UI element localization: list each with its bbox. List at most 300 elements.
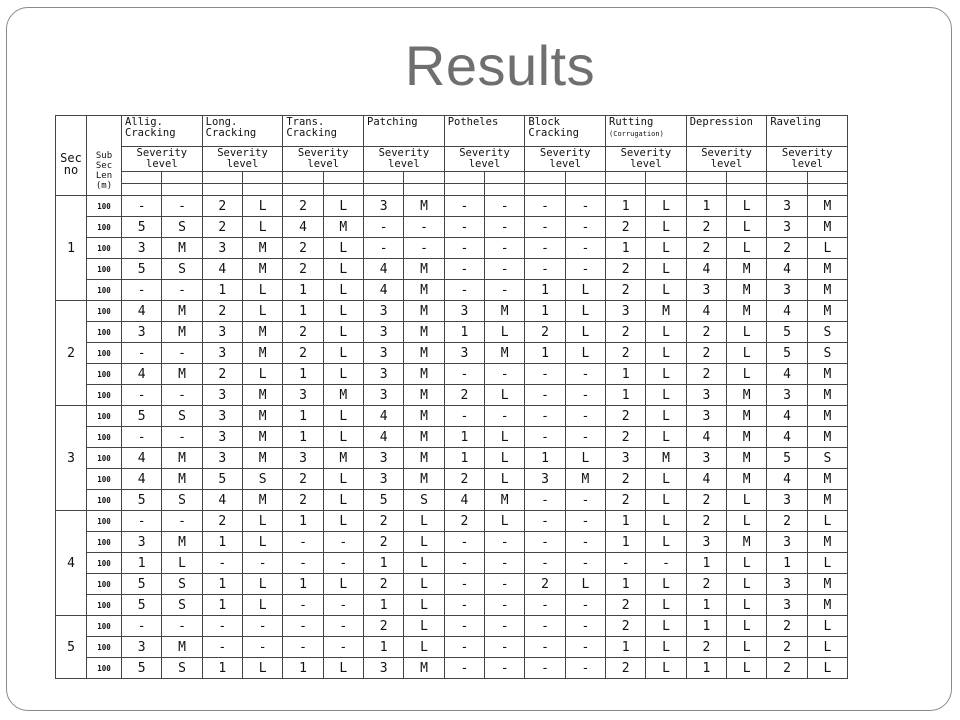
table-cell: 1 bbox=[122, 553, 162, 574]
table-cell: 2 bbox=[686, 637, 726, 658]
table-row bbox=[56, 280, 848, 301]
table-row bbox=[56, 658, 848, 679]
blank-cell bbox=[485, 172, 525, 184]
table-cell: L bbox=[243, 217, 283, 238]
subsection-length: 100 bbox=[87, 385, 122, 406]
table-cell: - bbox=[162, 196, 202, 217]
table-cell: 3 bbox=[364, 196, 404, 217]
table-cell: L bbox=[323, 238, 363, 259]
table-cell: L bbox=[807, 637, 847, 658]
table-cell: L bbox=[243, 532, 283, 553]
table-cell: 4 bbox=[364, 406, 404, 427]
blank-cell bbox=[646, 184, 686, 196]
table-cell: 1 bbox=[283, 574, 323, 595]
table-cell: L bbox=[727, 574, 767, 595]
table-cell: L bbox=[323, 469, 363, 490]
table-cell: - bbox=[565, 259, 605, 280]
table-cell: 1 bbox=[283, 280, 323, 301]
subsection-length: 100 bbox=[87, 448, 122, 469]
distress-name: Long. Cracking bbox=[205, 116, 257, 139]
table-cell: M bbox=[727, 532, 767, 553]
table-cell: 2 bbox=[686, 322, 726, 343]
table-cell: - bbox=[565, 490, 605, 511]
table-cell: - bbox=[283, 553, 323, 574]
blank-cell bbox=[404, 184, 444, 196]
severity-level-header: Severity level bbox=[767, 147, 848, 172]
table-cell: 3 bbox=[122, 532, 162, 553]
table-cell: L bbox=[243, 574, 283, 595]
blank-cell bbox=[606, 184, 646, 196]
table-row bbox=[56, 238, 848, 259]
table-cell: M bbox=[243, 343, 283, 364]
table-cell: M bbox=[323, 448, 363, 469]
table-cell: - bbox=[283, 616, 323, 637]
table-cell: M bbox=[162, 301, 202, 322]
table-cell: L bbox=[323, 301, 363, 322]
table-cell: 4 bbox=[364, 280, 404, 301]
table-cell: M bbox=[807, 364, 847, 385]
table-cell: L bbox=[565, 343, 605, 364]
header-row-blank bbox=[56, 184, 848, 196]
table-cell: M bbox=[807, 574, 847, 595]
table-cell: M bbox=[807, 301, 847, 322]
table-cell: M bbox=[162, 322, 202, 343]
table-cell: L bbox=[404, 511, 444, 532]
table-cell: - bbox=[485, 574, 525, 595]
blank-cell bbox=[122, 172, 162, 184]
table-cell: M bbox=[565, 469, 605, 490]
table-cell: - bbox=[525, 406, 565, 427]
table-cell: - bbox=[485, 280, 525, 301]
table-cell: - bbox=[485, 217, 525, 238]
table-cell: L bbox=[485, 448, 525, 469]
table-row bbox=[56, 595, 848, 616]
table-cell: 1 bbox=[202, 280, 242, 301]
table-cell: 3 bbox=[122, 637, 162, 658]
table-cell: - bbox=[525, 490, 565, 511]
table-cell: L bbox=[646, 490, 686, 511]
blank-cell bbox=[243, 172, 283, 184]
table-cell: 4 bbox=[686, 259, 726, 280]
blank-cell bbox=[606, 172, 646, 184]
table-cell: L bbox=[646, 196, 686, 217]
table-cell: S bbox=[162, 658, 202, 679]
table-cell: M bbox=[243, 406, 283, 427]
distress-name: Patching bbox=[367, 116, 418, 128]
severity-level-header: Severity level bbox=[525, 147, 606, 172]
table-cell: L bbox=[646, 511, 686, 532]
table-cell: 2 bbox=[202, 364, 242, 385]
table-cell: L bbox=[565, 301, 605, 322]
header-sec-no: Sec no bbox=[56, 116, 87, 196]
table-cell: - bbox=[122, 511, 162, 532]
table-cell: 1 bbox=[364, 637, 404, 658]
table-cell: 2 bbox=[283, 322, 323, 343]
table-cell: 3 bbox=[767, 490, 807, 511]
distress-header bbox=[202, 116, 283, 147]
table-row bbox=[56, 301, 848, 322]
table-cell: 2 bbox=[525, 322, 565, 343]
table-cell: 3 bbox=[202, 385, 242, 406]
table-cell: 1 bbox=[202, 532, 242, 553]
table-cell: 1 bbox=[606, 637, 646, 658]
table-cell: 3 bbox=[444, 301, 484, 322]
table-cell: L bbox=[646, 322, 686, 343]
table-cell: L bbox=[727, 511, 767, 532]
blank-cell bbox=[323, 184, 363, 196]
table-cell: L bbox=[646, 427, 686, 448]
table-cell: L bbox=[727, 616, 767, 637]
table-cell: - bbox=[404, 217, 444, 238]
table-cell: M bbox=[727, 385, 767, 406]
blank-cell bbox=[404, 172, 444, 184]
blank-cell bbox=[243, 184, 283, 196]
subsection-length: 100 bbox=[87, 574, 122, 595]
blank-cell bbox=[727, 172, 767, 184]
table-cell: - bbox=[122, 280, 162, 301]
table-cell: - bbox=[323, 616, 363, 637]
table-cell: L bbox=[646, 595, 686, 616]
table-cell: S bbox=[243, 469, 283, 490]
blank-cell bbox=[565, 172, 605, 184]
table-cell: M bbox=[727, 301, 767, 322]
blank-cell bbox=[767, 172, 807, 184]
table-cell: - bbox=[525, 217, 565, 238]
table-cell: M bbox=[243, 385, 283, 406]
table-cell: L bbox=[404, 553, 444, 574]
table-cell: M bbox=[727, 448, 767, 469]
table-row bbox=[56, 217, 848, 238]
table-cell: - bbox=[525, 427, 565, 448]
table-cell: - bbox=[444, 406, 484, 427]
table-cell: 5 bbox=[122, 406, 162, 427]
severity-level-header: Severity level bbox=[283, 147, 364, 172]
table-cell: L bbox=[404, 532, 444, 553]
table-cell: 1 bbox=[202, 574, 242, 595]
table-cell: M bbox=[807, 259, 847, 280]
table-cell: - bbox=[525, 532, 565, 553]
table-cell: M bbox=[807, 406, 847, 427]
table-cell: L bbox=[727, 196, 767, 217]
table-cell: 4 bbox=[767, 406, 807, 427]
table-cell: M bbox=[727, 280, 767, 301]
table-cell: 5 bbox=[767, 322, 807, 343]
table-cell: 2 bbox=[686, 238, 726, 259]
table-cell: - bbox=[525, 637, 565, 658]
table-cell: 3 bbox=[767, 217, 807, 238]
table-cell: 3 bbox=[444, 343, 484, 364]
table-cell: S bbox=[162, 406, 202, 427]
table-row bbox=[56, 553, 848, 574]
blank-cell bbox=[444, 172, 484, 184]
table-cell: 2 bbox=[283, 343, 323, 364]
table-cell: S bbox=[807, 343, 847, 364]
table-row bbox=[56, 427, 848, 448]
table-cell: 2 bbox=[525, 574, 565, 595]
table-cell: - bbox=[162, 616, 202, 637]
table-cell: - bbox=[565, 616, 605, 637]
table-cell: L bbox=[807, 658, 847, 679]
table-cell: 2 bbox=[606, 406, 646, 427]
table-cell: - bbox=[525, 595, 565, 616]
subsection-length: 100 bbox=[87, 343, 122, 364]
subsection-length: 100 bbox=[87, 364, 122, 385]
table-cell: - bbox=[565, 217, 605, 238]
table-cell: 3 bbox=[767, 196, 807, 217]
table-cell: L bbox=[485, 322, 525, 343]
table-cell: 3 bbox=[202, 427, 242, 448]
table-cell: 1 bbox=[525, 280, 565, 301]
table-cell: 4 bbox=[767, 364, 807, 385]
table-cell: - bbox=[606, 553, 646, 574]
table-cell: 1 bbox=[606, 364, 646, 385]
table-cell: 2 bbox=[767, 511, 807, 532]
table-cell: M bbox=[646, 301, 686, 322]
table-cell: - bbox=[565, 364, 605, 385]
table-cell: - bbox=[485, 238, 525, 259]
table-row bbox=[56, 196, 848, 217]
table-cell: - bbox=[202, 616, 242, 637]
table-cell: 3 bbox=[686, 406, 726, 427]
header-subsec-len: Sub Sec Len (m) bbox=[87, 116, 122, 196]
table-cell: 3 bbox=[202, 448, 242, 469]
table-cell: - bbox=[162, 280, 202, 301]
table-cell: 1 bbox=[606, 238, 646, 259]
table-cell: 1 bbox=[283, 364, 323, 385]
distress-header bbox=[686, 116, 767, 147]
table-cell: M bbox=[404, 406, 444, 427]
blank-cell bbox=[364, 172, 404, 184]
table-cell: M bbox=[404, 196, 444, 217]
table-cell: L bbox=[646, 385, 686, 406]
table-cell: 1 bbox=[606, 385, 646, 406]
table-cell: - bbox=[323, 595, 363, 616]
subsection-length: 100 bbox=[87, 259, 122, 280]
table-cell: L bbox=[565, 322, 605, 343]
table-cell: 3 bbox=[283, 385, 323, 406]
table-cell: L bbox=[646, 259, 686, 280]
table-cell: 1 bbox=[686, 196, 726, 217]
table-cell: - bbox=[485, 616, 525, 637]
table-cell: 3 bbox=[767, 595, 807, 616]
severity-level-header: Severity level bbox=[122, 147, 203, 172]
subsection-length: 100 bbox=[87, 238, 122, 259]
table-cell: - bbox=[485, 532, 525, 553]
table-cell: 3 bbox=[606, 301, 646, 322]
table-cell: - bbox=[565, 238, 605, 259]
table-cell: L bbox=[565, 280, 605, 301]
table-cell: 3 bbox=[364, 385, 404, 406]
table-cell: 2 bbox=[686, 511, 726, 532]
table-cell: L bbox=[807, 553, 847, 574]
table-cell: 2 bbox=[202, 196, 242, 217]
table-cell: L bbox=[243, 364, 283, 385]
severity-level-header: Severity level bbox=[364, 147, 445, 172]
table-cell: M bbox=[162, 637, 202, 658]
subsection-length: 100 bbox=[87, 280, 122, 301]
table-cell: 2 bbox=[364, 532, 404, 553]
table-cell: 1 bbox=[686, 595, 726, 616]
distress-header bbox=[122, 116, 203, 147]
table-cell: 2 bbox=[606, 322, 646, 343]
distress-header bbox=[525, 116, 606, 147]
table-cell: - bbox=[525, 385, 565, 406]
distress-header bbox=[606, 116, 687, 147]
table-cell: 2 bbox=[606, 595, 646, 616]
table-cell: - bbox=[243, 553, 283, 574]
section-number: 1 bbox=[56, 196, 87, 301]
distress-header bbox=[364, 116, 445, 147]
table-cell: M bbox=[807, 217, 847, 238]
table-cell: 3 bbox=[364, 448, 404, 469]
blank-cell bbox=[485, 184, 525, 196]
header-row-severity bbox=[56, 147, 848, 172]
table-cell: - bbox=[485, 196, 525, 217]
table-cell: 4 bbox=[767, 469, 807, 490]
table-row bbox=[56, 448, 848, 469]
table-cell: 5 bbox=[122, 217, 162, 238]
table-cell: - bbox=[444, 553, 484, 574]
table-cell: L bbox=[646, 343, 686, 364]
table-cell: 1 bbox=[364, 553, 404, 574]
severity-level-header: Severity level bbox=[444, 147, 525, 172]
table-cell: 2 bbox=[606, 658, 646, 679]
table-cell: 1 bbox=[444, 427, 484, 448]
table-cell: 3 bbox=[364, 301, 404, 322]
table-cell: 2 bbox=[606, 217, 646, 238]
table-cell: L bbox=[565, 448, 605, 469]
table-cell: 3 bbox=[686, 280, 726, 301]
blank-cell bbox=[202, 172, 242, 184]
table-cell: M bbox=[807, 427, 847, 448]
table-cell: 2 bbox=[686, 490, 726, 511]
subsection-length: 100 bbox=[87, 595, 122, 616]
table-cell: - bbox=[364, 238, 404, 259]
table-cell: 5 bbox=[364, 490, 404, 511]
table-cell: 2 bbox=[606, 280, 646, 301]
subsection-length: 100 bbox=[87, 490, 122, 511]
table-cell: - bbox=[323, 637, 363, 658]
table-cell: - bbox=[122, 385, 162, 406]
table-cell: - bbox=[323, 532, 363, 553]
table-cell: 4 bbox=[767, 301, 807, 322]
section-number: 3 bbox=[56, 406, 87, 511]
table-cell: - bbox=[444, 637, 484, 658]
blank-cell bbox=[122, 184, 162, 196]
table-cell: M bbox=[404, 448, 444, 469]
table-cell: L bbox=[485, 469, 525, 490]
table-cell: 4 bbox=[122, 301, 162, 322]
table-cell: L bbox=[323, 427, 363, 448]
table-cell: 4 bbox=[122, 364, 162, 385]
table-cell: - bbox=[565, 553, 605, 574]
table-cell: L bbox=[323, 280, 363, 301]
table-cell: - bbox=[283, 637, 323, 658]
table-cell: 3 bbox=[202, 322, 242, 343]
table-cell: S bbox=[162, 595, 202, 616]
table-cell: 5 bbox=[122, 490, 162, 511]
table-cell: L bbox=[646, 574, 686, 595]
table-cell: - bbox=[565, 637, 605, 658]
blank-cell bbox=[565, 184, 605, 196]
table-cell: 5 bbox=[122, 259, 162, 280]
table-cell: L bbox=[323, 658, 363, 679]
section-number: 5 bbox=[56, 616, 87, 679]
table-cell: - bbox=[283, 595, 323, 616]
table-cell: - bbox=[323, 553, 363, 574]
table-cell: - bbox=[404, 238, 444, 259]
table-cell: - bbox=[485, 595, 525, 616]
blank-cell bbox=[807, 184, 847, 196]
table-cell: 3 bbox=[686, 385, 726, 406]
table-cell: M bbox=[323, 217, 363, 238]
table-cell: 2 bbox=[283, 490, 323, 511]
table-cell: M bbox=[162, 469, 202, 490]
table-cell: - bbox=[162, 427, 202, 448]
table-cell: 1 bbox=[606, 196, 646, 217]
table-row bbox=[56, 259, 848, 280]
table-cell: - bbox=[444, 217, 484, 238]
table-cell: 1 bbox=[444, 448, 484, 469]
table-cell: 2 bbox=[686, 343, 726, 364]
table-cell: - bbox=[565, 532, 605, 553]
table-cell: 1 bbox=[444, 322, 484, 343]
distress-header bbox=[444, 116, 525, 147]
table-cell: - bbox=[485, 406, 525, 427]
table-cell: 2 bbox=[444, 469, 484, 490]
table-cell: 4 bbox=[122, 469, 162, 490]
table-cell: - bbox=[243, 637, 283, 658]
table-cell: M bbox=[485, 490, 525, 511]
table-cell: L bbox=[646, 238, 686, 259]
table-cell: 1 bbox=[364, 595, 404, 616]
table-cell: S bbox=[162, 259, 202, 280]
table-cell: L bbox=[243, 595, 283, 616]
table-cell: - bbox=[162, 343, 202, 364]
table-cell: M bbox=[404, 301, 444, 322]
distress-name: Rutting bbox=[609, 116, 654, 128]
table-cell: M bbox=[162, 448, 202, 469]
table-cell: M bbox=[243, 448, 283, 469]
table-cell: M bbox=[807, 196, 847, 217]
table-cell: L bbox=[323, 322, 363, 343]
results-table bbox=[55, 115, 848, 679]
blank-cell bbox=[162, 172, 202, 184]
table-cell: - bbox=[283, 532, 323, 553]
table-row bbox=[56, 385, 848, 406]
severity-level-header: Severity level bbox=[606, 147, 687, 172]
table-cell: - bbox=[646, 553, 686, 574]
table-cell: 3 bbox=[202, 343, 242, 364]
table-cell: L bbox=[646, 616, 686, 637]
table-cell: - bbox=[444, 616, 484, 637]
subsection-length: 100 bbox=[87, 217, 122, 238]
table-cell: 2 bbox=[767, 616, 807, 637]
table-cell: M bbox=[243, 238, 283, 259]
table-cell: - bbox=[565, 595, 605, 616]
table-cell: 3 bbox=[686, 448, 726, 469]
table-cell: 1 bbox=[767, 553, 807, 574]
table-cell: 2 bbox=[686, 217, 726, 238]
table-cell: 1 bbox=[606, 574, 646, 595]
table-cell: 1 bbox=[606, 532, 646, 553]
table-cell: M bbox=[404, 259, 444, 280]
table-cell: L bbox=[727, 553, 767, 574]
subsection-length: 100 bbox=[87, 511, 122, 532]
table-cell: - bbox=[444, 532, 484, 553]
slide-title: Results bbox=[404, 34, 596, 97]
table-cell: 2 bbox=[767, 637, 807, 658]
